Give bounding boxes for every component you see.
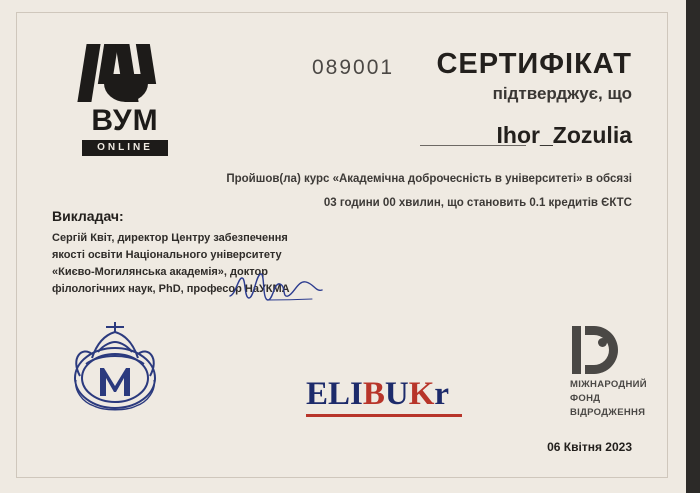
issue-date: 06 Квітня 2023 bbox=[547, 440, 632, 454]
page-title: СЕРТИФІКАТ bbox=[436, 48, 632, 80]
irf-text-line-1: МІЖНАРОДНИЙ bbox=[570, 379, 647, 390]
elibukr-logo bbox=[306, 378, 449, 411]
signature-icon bbox=[228, 270, 324, 304]
irf-logo-icon bbox=[572, 326, 618, 374]
right-edge-band bbox=[686, 0, 700, 493]
lecturer-heading: Викладач: bbox=[52, 208, 124, 224]
vum-logo-text: ВУМ bbox=[91, 104, 159, 137]
elibukr-part-eli: ELI bbox=[306, 376, 363, 412]
kyiv-mohyla-academy-emblem-icon bbox=[60, 318, 170, 416]
elibukr-part-u: U bbox=[384, 376, 409, 412]
vum-crown-icon bbox=[82, 44, 168, 102]
certificate-subtitle: підтверджує, що bbox=[492, 84, 632, 103]
irf-logo-text bbox=[570, 378, 647, 419]
elibukr-part-k: K bbox=[408, 376, 435, 412]
course-description: Пройшов(ла) курс «Академічна доброчесність в університеті» в обсязі 03 години 00 хвилин, що становить 0.1 кредитів ЄКТС bbox=[226, 173, 632, 209]
vum-logo-subtext: ONLINE bbox=[82, 140, 168, 156]
vum-online-logo bbox=[66, 44, 184, 156]
serial-number: 089001 bbox=[312, 56, 395, 79]
irf-text-line-2: ФОНД bbox=[570, 392, 601, 404]
irf-text-line-3: ВІДРОДЖЕННЯ bbox=[570, 406, 646, 418]
elibukr-part-b: B bbox=[362, 376, 385, 412]
recipient-name: Ihor_Zozulia bbox=[496, 122, 632, 148]
lecturer-details: Сергій Квіт, директор Центру забезпечення якості освіти Національного університету «Києво-Могилянська академія», доктор філологічних наук, PhD, професор НаУКМА bbox=[52, 232, 290, 296]
elibukr-part-r: r bbox=[434, 376, 450, 412]
elibukr-underline bbox=[306, 414, 462, 417]
